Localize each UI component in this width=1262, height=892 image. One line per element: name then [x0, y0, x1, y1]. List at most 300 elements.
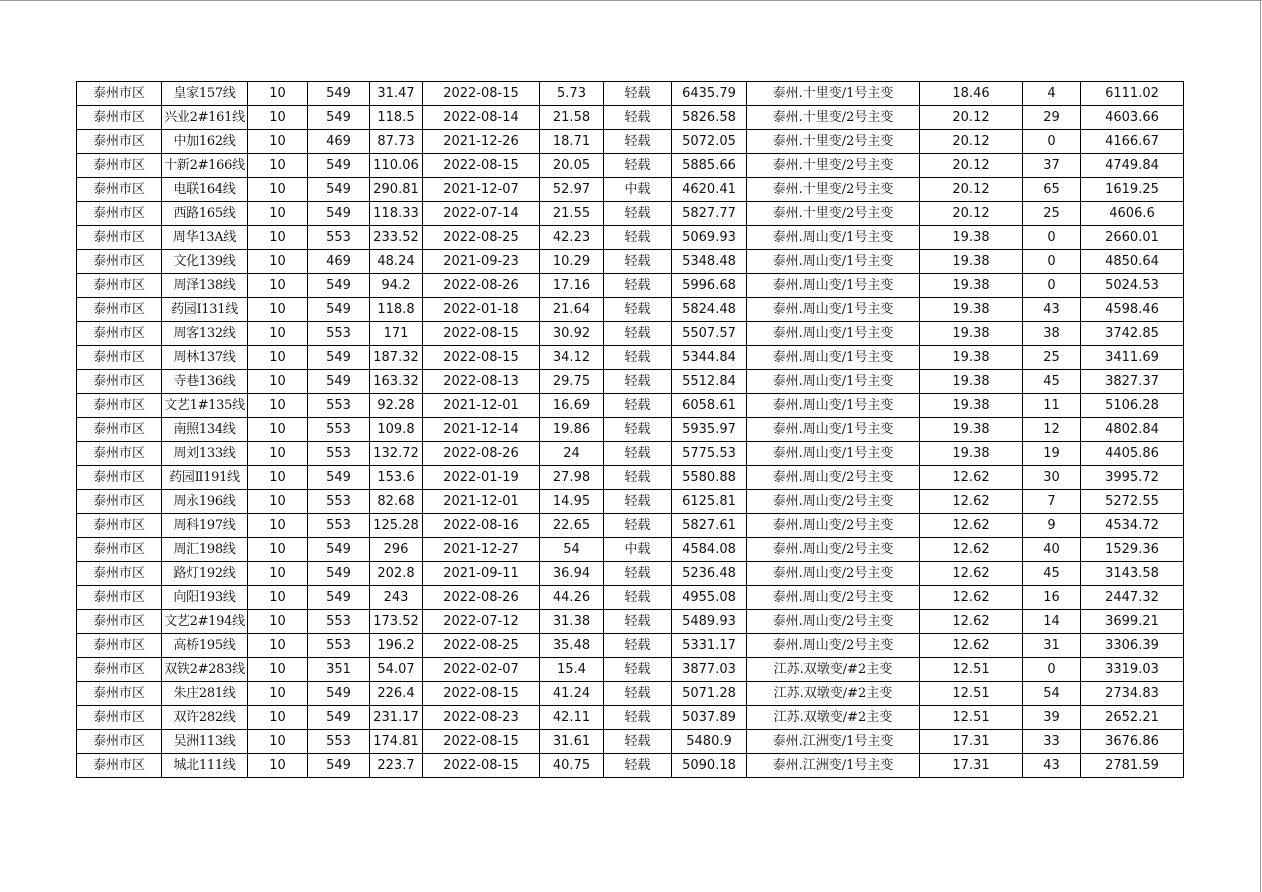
spare-capacity-cell: 5069.93 [672, 226, 747, 250]
spare-capacity-cell: 5344.84 [672, 346, 747, 370]
spare-capacity-cell: 5071.28 [672, 682, 747, 706]
substation-cell: 泰州.周山变/2号主变 [747, 466, 920, 490]
max-load-cell: 196.2 [370, 634, 423, 658]
substation-cell: 泰州.周山变/2号主变 [747, 514, 920, 538]
table-row [77, 610, 1184, 634]
table-row [77, 346, 1184, 370]
available-capacity-cell: 3676.86 [1081, 730, 1184, 754]
load-status-cell: 轻载 [604, 274, 672, 298]
voltage-cell: 10 [248, 178, 308, 202]
rating-cell: 549 [308, 202, 370, 226]
line-name-cell: 十新2#166线 [162, 154, 248, 178]
voltage-cell: 10 [248, 394, 308, 418]
available-capacity-cell: 4405.86 [1081, 442, 1184, 466]
max-load-cell: 92.28 [370, 394, 423, 418]
date-cell: 2021-12-14 [423, 418, 540, 442]
spare-capacity-cell: 5331.17 [672, 634, 747, 658]
spare-capacity-cell: 5480.9 [672, 730, 747, 754]
load-rate-cell: 17.16 [540, 274, 604, 298]
table-row [77, 490, 1184, 514]
spare-capacity-cell: 5826.58 [672, 106, 747, 130]
count-cell: 0 [1023, 274, 1081, 298]
substation-cell: 泰州.十里变/2号主变 [747, 178, 920, 202]
load-status-cell: 中载 [604, 538, 672, 562]
voltage-cell: 10 [248, 490, 308, 514]
substation-cell: 泰州.周山变/1号主变 [747, 274, 920, 298]
area-cell: 泰州市区 [77, 394, 162, 418]
count-cell: 45 [1023, 370, 1081, 394]
table-row [77, 178, 1184, 202]
available-capacity-cell: 3306.39 [1081, 634, 1184, 658]
substation-cell: 泰州.周山变/1号主变 [747, 418, 920, 442]
substation-cell: 泰州.周山变/2号主变 [747, 490, 920, 514]
spare-capacity-cell: 6125.81 [672, 490, 747, 514]
available-capacity-cell: 3699.21 [1081, 610, 1184, 634]
load-status-cell: 轻载 [604, 442, 672, 466]
table-row [77, 586, 1184, 610]
load-status-cell: 轻载 [604, 370, 672, 394]
date-cell: 2022-08-26 [423, 586, 540, 610]
rating-cell: 553 [308, 226, 370, 250]
load-status-cell: 轻载 [604, 106, 672, 130]
line-name-cell: 周客132线 [162, 322, 248, 346]
voltage-cell: 10 [248, 106, 308, 130]
rating-cell: 549 [308, 466, 370, 490]
rating-cell: 549 [308, 346, 370, 370]
date-cell: 2021-12-01 [423, 490, 540, 514]
count-cell: 54 [1023, 682, 1081, 706]
load-rate-cell: 21.64 [540, 298, 604, 322]
table-row [77, 538, 1184, 562]
rating-cell: 549 [308, 106, 370, 130]
spare-capacity-cell: 4955.08 [672, 586, 747, 610]
available-capacity-cell: 5106.28 [1081, 394, 1184, 418]
substation-rate-cell: 20.12 [920, 178, 1023, 202]
load-status-cell: 轻载 [604, 490, 672, 514]
area-cell: 泰州市区 [77, 274, 162, 298]
available-capacity-cell: 2660.01 [1081, 226, 1184, 250]
substation-rate-cell: 20.12 [920, 130, 1023, 154]
voltage-cell: 10 [248, 322, 308, 346]
substation-cell: 泰州.周山变/2号主变 [747, 538, 920, 562]
rating-cell: 549 [308, 706, 370, 730]
load-rate-cell: 19.86 [540, 418, 604, 442]
table-row [77, 754, 1184, 778]
rating-cell: 549 [308, 154, 370, 178]
count-cell: 14 [1023, 610, 1081, 634]
area-cell: 泰州市区 [77, 346, 162, 370]
load-rate-cell: 21.55 [540, 202, 604, 226]
available-capacity-cell: 2734.83 [1081, 682, 1184, 706]
count-cell: 12 [1023, 418, 1081, 442]
area-cell: 泰州市区 [77, 322, 162, 346]
table-row [77, 706, 1184, 730]
area-cell: 泰州市区 [77, 754, 162, 778]
date-cell: 2022-08-15 [423, 730, 540, 754]
available-capacity-cell: 3742.85 [1081, 322, 1184, 346]
spare-capacity-cell: 5885.66 [672, 154, 747, 178]
max-load-cell: 87.73 [370, 130, 423, 154]
load-rate-cell: 54 [540, 538, 604, 562]
spare-capacity-cell: 5827.61 [672, 514, 747, 538]
area-cell: 泰州市区 [77, 250, 162, 274]
substation-cell: 江苏.双墩变/#2主变 [747, 706, 920, 730]
rating-cell: 549 [308, 370, 370, 394]
count-cell: 40 [1023, 538, 1081, 562]
available-capacity-cell: 4598.46 [1081, 298, 1184, 322]
available-capacity-cell: 5024.53 [1081, 274, 1184, 298]
max-load-cell: 118.8 [370, 298, 423, 322]
date-cell: 2022-08-16 [423, 514, 540, 538]
voltage-cell: 10 [248, 274, 308, 298]
rating-cell: 469 [308, 130, 370, 154]
max-load-cell: 110.06 [370, 154, 423, 178]
rating-cell: 553 [308, 490, 370, 514]
load-status-cell: 轻载 [604, 466, 672, 490]
spare-capacity-cell: 5580.88 [672, 466, 747, 490]
table-row [77, 562, 1184, 586]
voltage-cell: 10 [248, 706, 308, 730]
rating-cell: 553 [308, 394, 370, 418]
date-cell: 2022-08-15 [423, 754, 540, 778]
available-capacity-cell: 6111.02 [1081, 82, 1184, 106]
area-cell: 泰州市区 [77, 202, 162, 226]
rating-cell: 553 [308, 634, 370, 658]
available-capacity-cell: 3319.03 [1081, 658, 1184, 682]
substation-cell: 泰州.十里变/2号主变 [747, 202, 920, 226]
max-load-cell: 48.24 [370, 250, 423, 274]
line-name-cell: 周刘133线 [162, 442, 248, 466]
max-load-cell: 243 [370, 586, 423, 610]
line-name-cell: 周华13A线 [162, 226, 248, 250]
substation-cell: 泰州.江洲变/1号主变 [747, 754, 920, 778]
load-status-cell: 轻载 [604, 154, 672, 178]
spare-capacity-cell: 4584.08 [672, 538, 747, 562]
max-load-cell: 125.28 [370, 514, 423, 538]
available-capacity-cell: 4850.64 [1081, 250, 1184, 274]
area-cell: 泰州市区 [77, 490, 162, 514]
voltage-cell: 10 [248, 250, 308, 274]
load-status-cell: 轻载 [604, 82, 672, 106]
max-load-cell: 233.52 [370, 226, 423, 250]
voltage-cell: 10 [248, 514, 308, 538]
area-cell: 泰州市区 [77, 562, 162, 586]
substation-cell: 泰州.周山变/2号主变 [747, 634, 920, 658]
date-cell: 2021-12-26 [423, 130, 540, 154]
page-border-top [0, 0, 1262, 1]
available-capacity-cell: 3827.37 [1081, 370, 1184, 394]
line-name-cell: 双许282线 [162, 706, 248, 730]
line-name-cell: 兴业2#161线 [162, 106, 248, 130]
load-rate-cell: 40.75 [540, 754, 604, 778]
date-cell: 2022-08-15 [423, 346, 540, 370]
rating-cell: 549 [308, 562, 370, 586]
area-cell: 泰州市区 [77, 538, 162, 562]
substation-rate-cell: 12.51 [920, 682, 1023, 706]
count-cell: 38 [1023, 322, 1081, 346]
count-cell: 33 [1023, 730, 1081, 754]
area-cell: 泰州市区 [77, 658, 162, 682]
substation-cell: 泰州.周山变/1号主变 [747, 298, 920, 322]
substation-cell: 泰州.十里变/2号主变 [747, 106, 920, 130]
line-name-cell: 电联164线 [162, 178, 248, 202]
count-cell: 4 [1023, 82, 1081, 106]
voltage-cell: 10 [248, 442, 308, 466]
load-status-cell: 轻载 [604, 130, 672, 154]
max-load-cell: 109.8 [370, 418, 423, 442]
date-cell: 2022-01-18 [423, 298, 540, 322]
table-row [77, 730, 1184, 754]
voltage-cell: 10 [248, 154, 308, 178]
available-capacity-cell: 3143.58 [1081, 562, 1184, 586]
substation-rate-cell: 18.46 [920, 82, 1023, 106]
voltage-cell: 10 [248, 466, 308, 490]
table-row [77, 634, 1184, 658]
rating-cell: 553 [308, 514, 370, 538]
substation-rate-cell: 19.38 [920, 442, 1023, 466]
line-name-cell: 西路165线 [162, 202, 248, 226]
voltage-cell: 10 [248, 730, 308, 754]
rating-cell: 549 [308, 538, 370, 562]
available-capacity-cell: 2447.32 [1081, 586, 1184, 610]
max-load-cell: 223.7 [370, 754, 423, 778]
spare-capacity-cell: 4620.41 [672, 178, 747, 202]
area-cell: 泰州市区 [77, 706, 162, 730]
substation-cell: 泰州.周山变/2号主变 [747, 610, 920, 634]
substation-cell: 泰州.周山变/1号主变 [747, 322, 920, 346]
load-rate-cell: 52.97 [540, 178, 604, 202]
line-name-cell: 路灯192线 [162, 562, 248, 586]
rating-cell: 553 [308, 418, 370, 442]
load-rate-cell: 15.4 [540, 658, 604, 682]
count-cell: 30 [1023, 466, 1081, 490]
available-capacity-cell: 4534.72 [1081, 514, 1184, 538]
load-status-cell: 轻载 [604, 682, 672, 706]
line-name-cell: 药园I131线 [162, 298, 248, 322]
count-cell: 29 [1023, 106, 1081, 130]
area-cell: 泰州市区 [77, 514, 162, 538]
load-rate-cell: 27.98 [540, 466, 604, 490]
spare-capacity-cell: 6435.79 [672, 82, 747, 106]
table-row [77, 466, 1184, 490]
date-cell: 2022-02-07 [423, 658, 540, 682]
substation-cell: 泰州.十里变/2号主变 [747, 154, 920, 178]
count-cell: 39 [1023, 706, 1081, 730]
date-cell: 2022-08-15 [423, 82, 540, 106]
date-cell: 2022-08-26 [423, 274, 540, 298]
max-load-cell: 187.32 [370, 346, 423, 370]
voltage-cell: 10 [248, 418, 308, 442]
load-rate-cell: 10.29 [540, 250, 604, 274]
load-status-cell: 轻载 [604, 586, 672, 610]
spare-capacity-cell: 6058.61 [672, 394, 747, 418]
substation-cell: 江苏.双墩变/#2主变 [747, 682, 920, 706]
load-status-cell: 轻载 [604, 610, 672, 634]
line-name-cell: 城北111线 [162, 754, 248, 778]
substation-cell: 江苏.双墩变/#2主变 [747, 658, 920, 682]
table-row [77, 682, 1184, 706]
line-name-cell: 文艺1#135线 [162, 394, 248, 418]
load-rate-cell: 41.24 [540, 682, 604, 706]
substation-rate-cell: 12.51 [920, 706, 1023, 730]
max-load-cell: 296 [370, 538, 423, 562]
substation-rate-cell: 19.38 [920, 226, 1023, 250]
load-status-cell: 轻载 [604, 322, 672, 346]
max-load-cell: 173.52 [370, 610, 423, 634]
date-cell: 2022-08-15 [423, 322, 540, 346]
line-name-cell: 周汇198线 [162, 538, 248, 562]
date-cell: 2021-12-07 [423, 178, 540, 202]
date-cell: 2022-08-15 [423, 154, 540, 178]
substation-rate-cell: 12.51 [920, 658, 1023, 682]
load-status-cell: 中载 [604, 178, 672, 202]
table-row [77, 658, 1184, 682]
count-cell: 0 [1023, 130, 1081, 154]
date-cell: 2022-07-12 [423, 610, 540, 634]
substation-rate-cell: 12.62 [920, 538, 1023, 562]
table-row [77, 394, 1184, 418]
voltage-cell: 10 [248, 202, 308, 226]
substation-cell: 泰州.周山变/1号主变 [747, 250, 920, 274]
area-cell: 泰州市区 [77, 730, 162, 754]
table-row [77, 106, 1184, 130]
line-name-cell: 周科197线 [162, 514, 248, 538]
count-cell: 43 [1023, 754, 1081, 778]
voltage-cell: 10 [248, 370, 308, 394]
substation-cell: 泰州.周山变/1号主变 [747, 346, 920, 370]
count-cell: 11 [1023, 394, 1081, 418]
spare-capacity-cell: 5507.57 [672, 322, 747, 346]
spare-capacity-cell: 5775.53 [672, 442, 747, 466]
max-load-cell: 82.68 [370, 490, 423, 514]
load-rate-cell: 44.26 [540, 586, 604, 610]
rating-cell: 553 [308, 610, 370, 634]
voltage-cell: 10 [248, 562, 308, 586]
substation-rate-cell: 19.38 [920, 250, 1023, 274]
max-load-cell: 54.07 [370, 658, 423, 682]
count-cell: 7 [1023, 490, 1081, 514]
rating-cell: 553 [308, 322, 370, 346]
substation-rate-cell: 19.38 [920, 322, 1023, 346]
load-rate-cell: 34.12 [540, 346, 604, 370]
area-cell: 泰州市区 [77, 226, 162, 250]
count-cell: 0 [1023, 226, 1081, 250]
available-capacity-cell: 3411.69 [1081, 346, 1184, 370]
area-cell: 泰州市区 [77, 82, 162, 106]
available-capacity-cell: 1529.36 [1081, 538, 1184, 562]
area-cell: 泰州市区 [77, 370, 162, 394]
max-load-cell: 202.8 [370, 562, 423, 586]
load-status-cell: 轻载 [604, 418, 672, 442]
max-load-cell: 226.4 [370, 682, 423, 706]
line-name-cell: 皇家157线 [162, 82, 248, 106]
load-rate-cell: 5.73 [540, 82, 604, 106]
date-cell: 2022-08-23 [423, 706, 540, 730]
line-name-cell: 朱庄281线 [162, 682, 248, 706]
max-load-cell: 174.81 [370, 730, 423, 754]
count-cell: 9 [1023, 514, 1081, 538]
load-status-cell: 轻载 [604, 394, 672, 418]
substation-rate-cell: 19.38 [920, 418, 1023, 442]
line-name-cell: 南照134线 [162, 418, 248, 442]
voltage-cell: 10 [248, 682, 308, 706]
count-cell: 37 [1023, 154, 1081, 178]
date-cell: 2021-12-27 [423, 538, 540, 562]
spare-capacity-cell: 5827.77 [672, 202, 747, 226]
load-status-cell: 轻载 [604, 634, 672, 658]
date-cell: 2022-08-26 [423, 442, 540, 466]
spare-capacity-cell: 5935.97 [672, 418, 747, 442]
count-cell: 0 [1023, 250, 1081, 274]
voltage-cell: 10 [248, 634, 308, 658]
area-cell: 泰州市区 [77, 442, 162, 466]
area-cell: 泰州市区 [77, 106, 162, 130]
count-cell: 31 [1023, 634, 1081, 658]
max-load-cell: 118.5 [370, 106, 423, 130]
max-load-cell: 94.2 [370, 274, 423, 298]
load-status-cell: 轻载 [604, 202, 672, 226]
load-status-cell: 轻载 [604, 514, 672, 538]
substation-rate-cell: 19.38 [920, 298, 1023, 322]
table-row [77, 202, 1184, 226]
area-cell: 泰州市区 [77, 154, 162, 178]
load-rate-cell: 36.94 [540, 562, 604, 586]
load-rate-cell: 31.61 [540, 730, 604, 754]
line-name-cell: 周永196线 [162, 490, 248, 514]
available-capacity-cell: 4606.6 [1081, 202, 1184, 226]
area-cell: 泰州市区 [77, 298, 162, 322]
date-cell: 2022-08-25 [423, 226, 540, 250]
substation-cell: 泰州.周山变/1号主变 [747, 442, 920, 466]
load-status-cell: 轻载 [604, 706, 672, 730]
available-capacity-cell: 2781.59 [1081, 754, 1184, 778]
count-cell: 43 [1023, 298, 1081, 322]
voltage-cell: 10 [248, 586, 308, 610]
table-row [77, 250, 1184, 274]
rating-cell: 469 [308, 250, 370, 274]
substation-cell: 泰州.周山变/2号主变 [747, 562, 920, 586]
substation-rate-cell: 12.62 [920, 586, 1023, 610]
area-cell: 泰州市区 [77, 634, 162, 658]
load-status-cell: 轻载 [604, 298, 672, 322]
area-cell: 泰州市区 [77, 586, 162, 610]
spare-capacity-cell: 5236.48 [672, 562, 747, 586]
voltage-cell: 10 [248, 346, 308, 370]
substation-rate-cell: 19.38 [920, 370, 1023, 394]
substation-rate-cell: 12.62 [920, 490, 1023, 514]
substation-rate-cell: 12.62 [920, 514, 1023, 538]
substation-cell: 泰州.周山变/1号主变 [747, 394, 920, 418]
load-rate-cell: 16.69 [540, 394, 604, 418]
available-capacity-cell: 2652.21 [1081, 706, 1184, 730]
line-name-cell: 寺巷136线 [162, 370, 248, 394]
area-cell: 泰州市区 [77, 418, 162, 442]
date-cell: 2022-08-25 [423, 634, 540, 658]
available-capacity-cell: 1619.25 [1081, 178, 1184, 202]
max-load-cell: 231.17 [370, 706, 423, 730]
area-cell: 泰州市区 [77, 178, 162, 202]
substation-cell: 泰州.江洲变/1号主变 [747, 730, 920, 754]
area-cell: 泰州市区 [77, 610, 162, 634]
load-status-cell: 轻载 [604, 346, 672, 370]
rating-cell: 549 [308, 586, 370, 610]
line-name-cell: 中加162线 [162, 130, 248, 154]
line-name-cell: 向阳193线 [162, 586, 248, 610]
max-load-cell: 290.81 [370, 178, 423, 202]
count-cell: 16 [1023, 586, 1081, 610]
load-rate-cell: 18.71 [540, 130, 604, 154]
load-rate-cell: 35.48 [540, 634, 604, 658]
